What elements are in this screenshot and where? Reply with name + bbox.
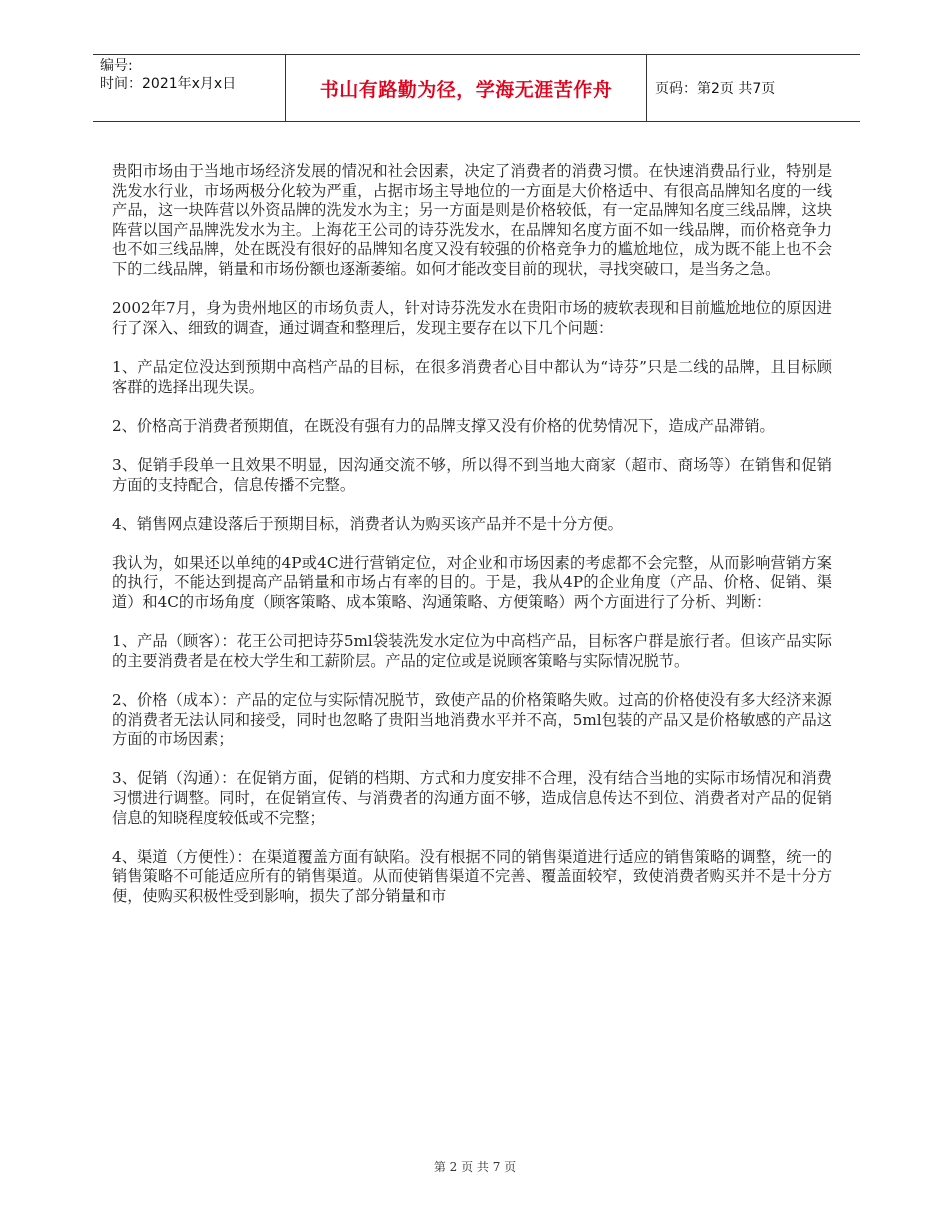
paragraph: 2、价格高于消费者预期值，在既没有强有力的品牌支撑又没有价格的优势情况下，造成产品滞销。 [112, 416, 775, 435]
paragraph: 2、价格（成本）：产品的定位与实际情况脱节，致使产品的价格策略失败。过高的价格使没有多大经济来源的消费者无法认同和接受，同时也忽略了贵阳当地消费水平并不高，5ml包装的产品又是价格敏感的产品这方面的市场因素； [112, 691, 832, 749]
paragraph: 3、促销（沟通）：在促销方面，促销的档期、方式和力度安排不合理，没有结合当地的实际市场情况和消费习惯进行调整。同时，在促销宣传、与消费者的沟通方面不够，造成信息传达不到位、消费者对产品的促销信息的知晓程度较低或不完整； [112, 769, 832, 827]
page-footer: 第 2 页 共 7 页 [433, 1160, 517, 1174]
paragraph: 4、销售网点建设落后于预期目标，消费者认为购买该产品并不是十分方便。 [112, 514, 623, 533]
paragraph: 1、产品定位没达到预期中高档产品的目标，在很多消费者心目中都认为“诗芬”只是二线的品牌，且目标顾客群的选择出现失误。 [112, 357, 832, 396]
header-motto: 书山有路勤为径，学海无涯苦作舟 [285, 55, 647, 121]
header-page-number: 页码：第2页 共7页 [655, 81, 776, 97]
header-meta [93, 55, 285, 121]
paragraph: 4、渠道（方便性）：在渠道覆盖方面有缺陷。没有根据不同的销售渠道进行适应的销售策略的调整，统一的销售策略不可能适应所有的销售渠道。从而使销售渠道不完善、覆盖面较窄，致使消费者购买并不是十分方便，使购买积极性受到影响，损失了部分销量和市 [112, 847, 832, 905]
paragraph: 贵阳市场由于当地市场经济发展的情况和社会因素，决定了消费者的消费习惯。在快速消费品行业，特别是洗发水行业，市场两极分化较为严重，占据市场主导地位的一方面是大价格适中、有很高品牌知名度的一线产品，这一块阵营以外资品牌的洗发水为主；另一方面是则是价格较低，有一定品牌知名度三线品牌，这块阵营以国产品牌洗发水为主。上海花王公司的诗芬洗发水，在品牌知名度方面不如一线品牌，而价格竞争力也不如三线品牌，处在既没有很好的品牌知名度又没有较强的价格竞争力的尴尬地位，成为既不能上也不会下的二线品牌，销量和市场份额也逐渐萎缩。如何才能改变目前的现状，寻找突破口，是当务之急。 [112, 162, 832, 278]
document-time-label: 时间：2021年x月x日 [100, 76, 237, 92]
paragraph: 2002年7月，身为贵州地区的市场负责人，针对诗芬洗发水在贵阳市场的疲软表现和目前尴尬地位的原因进行了深入、细致的调查，通过调查和整理后，发现主要存在以下几个问题： [112, 299, 832, 337]
page-header [93, 54, 860, 122]
document-number-label: 编号: [100, 58, 133, 74]
paragraph: 3、促销手段单一且效果不明显，因沟通交流不够，所以得不到当地大商家（超市、商场等）在销售和促销方面的支持配合，信息传播不完整。 [112, 455, 832, 494]
paragraph: 1、产品（顾客）：花王公司把诗芬5ml袋装洗发水定位为中高档产品，目标客户群是旅行者。但该产品实际的主要消费者是在校大学生和工薪阶层。产品的定位或是说顾客策略与实际情况脱节。 [112, 632, 832, 670]
paragraph: 我认为，如果还以单纯的4P或4C进行营销定位，对企业和市场因素的考虑都不会完整，从而影响营销方案的执行，不能达到提高产品销量和市场占有率的目的。于是，我从4P的企业角度（产品、价格、促销、渠道）和4C的市场角度（顾客策略、成本策略、沟通策略、方便策略）两个方面进行了分析、判断： [112, 553, 832, 612]
document-body [112, 162, 832, 926]
